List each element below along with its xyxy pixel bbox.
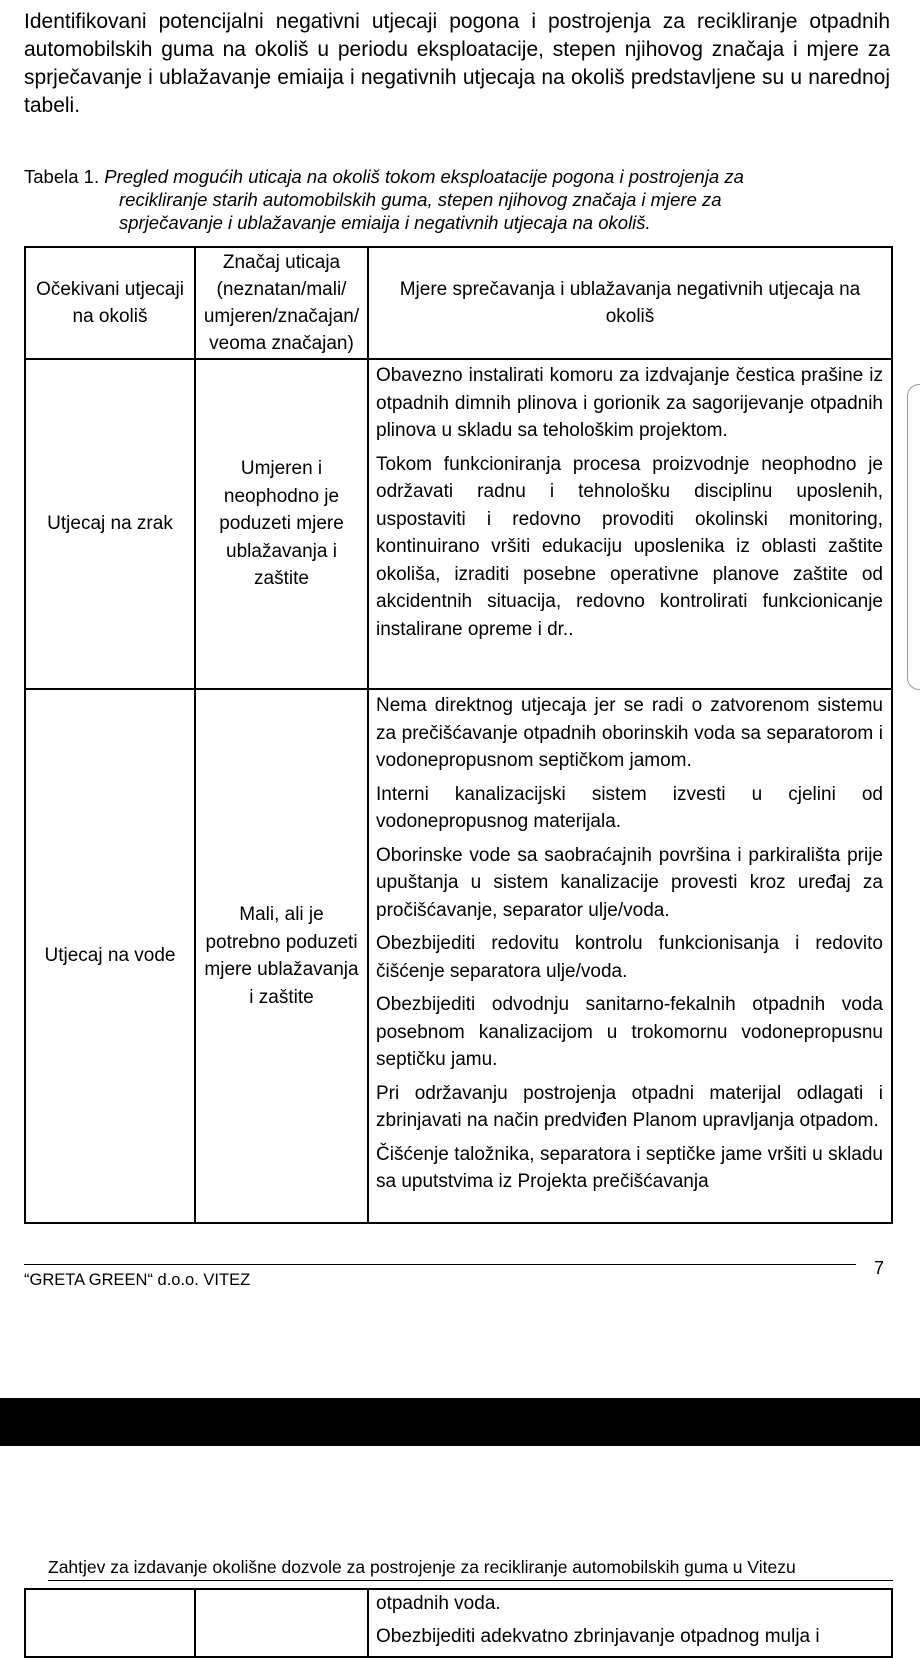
caption-line-3: sprječavanje i ublažavanje emiaija i negativnih utjecaja na okoliš.: [119, 212, 651, 233]
measures-cell: [368, 689, 892, 1223]
caption-line-2: recikliranje starih automobilskih guma, stepen njihovog značaja i mjere za: [119, 189, 722, 210]
caption-label: Tabela 1.: [24, 166, 100, 187]
footer-company: “GRETA GREEN“ d.o.o. VITEZ: [24, 1271, 251, 1289]
measures-cell: [368, 1589, 892, 1657]
significance-cell: Mali, ali je potrebno poduzeti mjere ublažavanja i zaštite: [195, 689, 368, 1223]
next-page-header: Zahtjev za izdavanje okolišne dozvole za postrojenje za recikliranje automobilskih guma u Vitezu: [48, 1557, 796, 1577]
header-significance: Značaj uticaja (neznatan/mali/ umjeren/značajan/ veoma značajan): [195, 247, 368, 359]
continued-table: [24, 1588, 893, 1658]
table-header-row: [25, 247, 892, 359]
impact-cell: Utjecaj na zrak: [25, 359, 195, 689]
measure-item: Oborinske vode sa saobraćajnih površina i parkirališta prije upuštanja u sistem kanalizacije provesti kroz uređaj za pročišćavanje, separator ulje/voda.: [376, 844, 883, 921]
intro-paragraph: Identifikovani potencijalni negativni utjecaji pogona i postrojenja za recikliranje otpadnih automobilskih guma na okoliš u periodu eksploatacije, stepen njihovog značaja i mjere za sprječavanje i ublažavanje emiaija i negativnih utjecaja na okoliš predstavljene su u narednoj tabeli.: [24, 10, 890, 117]
table-row: [25, 359, 892, 689]
measure-item: otpadnih voda.: [376, 1593, 501, 1614]
measure-item: Obezbijediti odvodnju sanitarno-fekalnih otpadnih voda posebnom kanalizacijom u trokomornu vodonepropusnu septičku jamu.: [376, 994, 883, 1070]
footer-divider: [24, 1264, 856, 1265]
measure-item: Obezbijediti redovitu kontrolu funkcionisanja i redovito čišćenje separatora ulje/voda.: [376, 933, 883, 982]
page-separator: [0, 1398, 920, 1446]
measure-item: Tokom funkcioniranja procesa proizvodnje neophodno je održavati radnu i tehnološku disciplinu uposlenih, uspostaviti i redovno provoditi okolinski monitoring, kontinuirano vršiti edukaciju uposlenika iz oblasti zaštite okoliša, izraditi posebne operativne planove zaštite od akcidentnih situacija, redovno kontrolirati funkcionicanje instalirane opreme i dr..: [376, 453, 883, 640]
significance-cell: Umjeren i neophodno je poduzeti mjere ublažavanja i zaštite: [195, 359, 368, 689]
header-impact: Očekivani utjecaji na okoliš: [25, 247, 195, 359]
header-measures: Mjere sprečavanja i ublažavanja negativnih utjecaja na okoliš: [368, 247, 892, 359]
page-number: 7: [874, 1258, 885, 1278]
table-row: [25, 689, 892, 1223]
measures-cell: [368, 359, 892, 689]
measure-item: Pri održavanju postrojenja otpadni materijal odlagati i zbrinjavati na način predviđen Planom upravljanja otpadom.: [376, 1082, 883, 1131]
impacts-table: [24, 246, 893, 1224]
table-row: [25, 1589, 892, 1657]
scroll-handle[interactable]: [907, 384, 920, 690]
measure-item: Nema direktnog utjecaja jer se radi o zatvorenom sistemu za prečišćavanje otpadnih oborinskih voda sa separatorom i vodonepropusnom septičkom jamom.: [376, 695, 883, 771]
caption-line-1: Pregled mogućih uticaja na okoliš tokom eksploatacije pogona i postrojenja za: [104, 166, 744, 187]
table-caption: [24, 165, 890, 234]
impact-cell: [25, 1589, 195, 1657]
measure-item: Interni kanalizacijski sistem izvesti u cjelini od vodonepropusnog materijala.: [376, 783, 883, 832]
measure-item: Obavezno instalirati komoru za izdvajanje čestica prašine iz otpadnih dimnih plinova i gorionik za sagorijevanje otpadnih plinova u skladu sa tehološkim projektom.: [376, 365, 883, 441]
impact-cell: Utjecaj na vode: [25, 689, 195, 1223]
measure-item: Obezbijediti adekvatno zbrinjavanje otpadnog mulja i: [376, 1626, 820, 1647]
significance-cell: [195, 1589, 368, 1657]
measure-item: Čišćenje taložnika, separatora i septičke jame vršiti u skladu sa uputstvima iz Projekta prečišćavanja: [376, 1143, 883, 1192]
next-header-divider: [48, 1580, 893, 1581]
